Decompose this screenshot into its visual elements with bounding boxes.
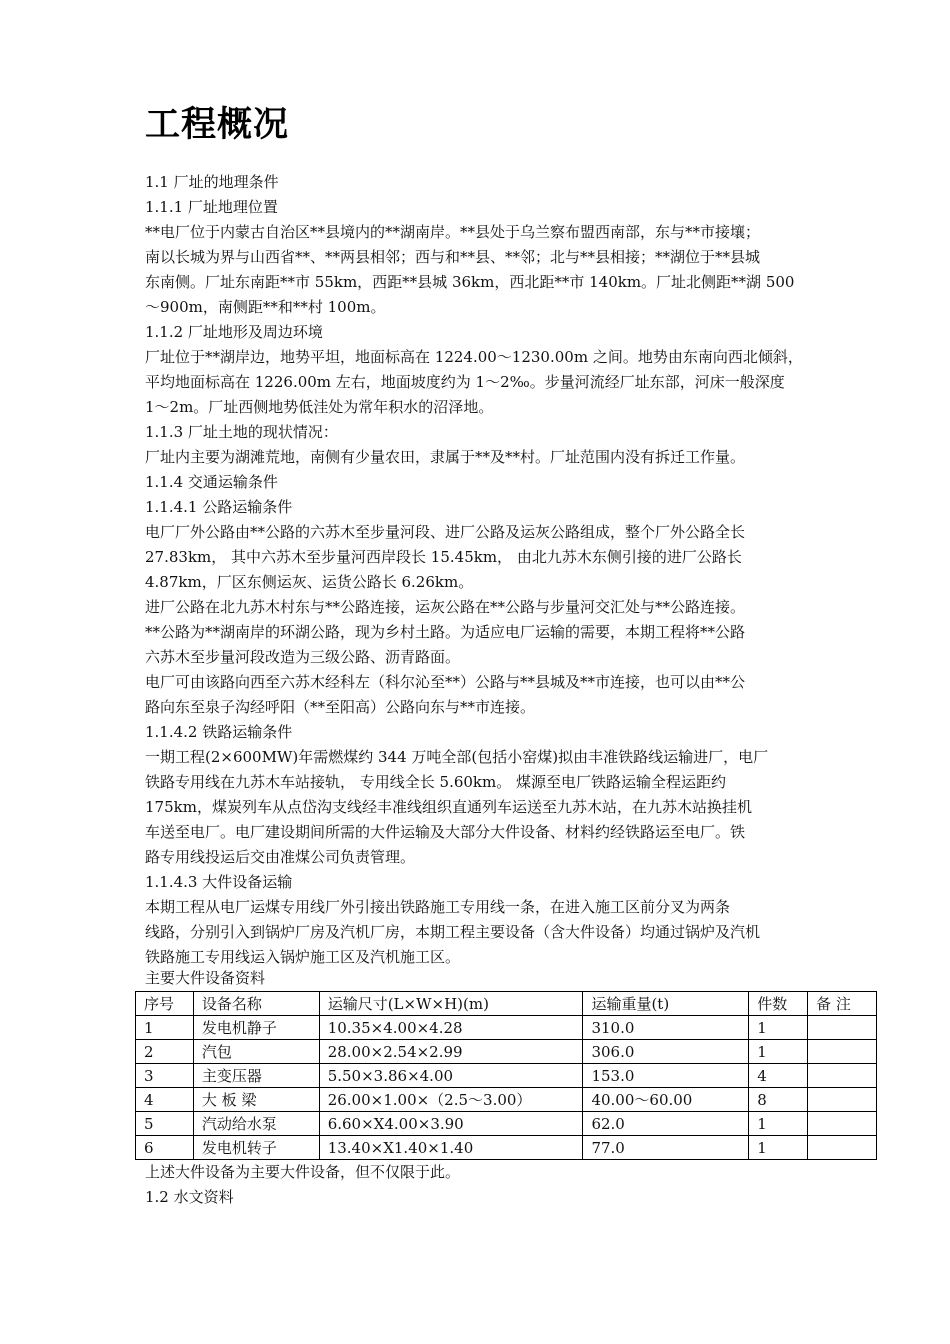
paragraph-line: 上述大件设备为主要大件设备，但不仅限于此。 [145,1163,461,1181]
equipment-table [135,991,877,1160]
table-header-row [136,992,877,1016]
table-cell: 6 [136,1136,194,1160]
table-cell: 6.60×X4.00×3.90 [319,1112,583,1136]
table-cell [808,1016,877,1040]
table-header-cell: 备 注 [808,992,877,1016]
table-cell: 1 [749,1136,808,1160]
table-cell: 汽动给水泵 [193,1112,319,1136]
table-row [136,1016,877,1040]
table-row [136,1112,877,1136]
table-cell: 306.0 [583,1040,749,1064]
paragraph-line: **电厂位于内蒙古自治区**县境内的**湖南岸。**县处于乌兰察布盟西南部，东与**市接壤； [145,223,761,241]
paragraph-line: 厂址位于**湖岸边，地势平坦，地面标高在 1224.00～1230.00m 之间。地势由东南向西北倾斜， [145,348,803,366]
paragraph-line: 铁路专用线在九苏木车站接轨， 专用线全长 5.60km。 煤源至电厂铁路运输全程运距约 [145,773,727,791]
table-cell: 发电机静子 [193,1016,319,1040]
table-cell: 4 [749,1064,808,1088]
table-cell: 4 [136,1088,194,1112]
table-cell: 2 [136,1040,194,1064]
table-cell: 3 [136,1064,194,1088]
body-text [145,170,813,970]
table-header-cell: 运输重量(t) [583,992,749,1016]
table-cell: 5 [136,1112,194,1136]
table-row [136,1088,877,1112]
paragraph-line: 1.1.4.2 铁路运输条件 [145,723,293,741]
paragraph-line: 一期工程(2×600MW)年需燃煤约 344 万吨全部(包括小窑煤)拟由丰准铁路线运输进厂，电厂 [145,748,769,766]
document-title: 工程概况 [145,105,290,145]
paragraph-line: 路向东至泉子沟经呼阳（**至阳高）公路向东与**市连接。 [145,698,536,716]
table-cell: 10.35×4.00×4.28 [319,1016,583,1040]
paragraph-line: **公路为**湖南岸的环湖公路，现为乡村土路。为适应电厂运输的需要，本期工程将**公路 [145,623,746,641]
paragraph-line: 1.1 厂址的地理条件 [145,173,279,191]
paragraph-line: 路专用线投运后交由准煤公司负责管理。 [145,848,416,866]
paragraph-line: 进厂公路在北九苏木村东与**公路连接，运灰公路在**公路与步量河交汇处与**公路连接。 [145,598,746,616]
paragraph-line: 1.2 水文资料 [145,1188,234,1206]
table-cell: 40.00～60.00 [583,1088,749,1112]
table-cell: 汽包 [193,1040,319,1064]
paragraph-line: 车送至电厂。电厂建设期间所需的大件运输及大部分大件设备、材料约经铁路运至电厂。铁 [145,823,746,841]
paragraph-line: 1.1.2 厂址地形及周边环境 [145,323,323,341]
table-cell: 主变压器 [193,1064,319,1088]
table-row [136,1136,877,1160]
table-cell: 13.40×X1.40×1.40 [319,1136,583,1160]
paragraph-line: 六苏木至步量河段改造为三级公路、沥青路面。 [145,648,461,666]
table-cell [808,1064,877,1088]
paragraph-line: 1～2m。厂址西侧地势低洼处为常年积水的沼泽地。 [145,398,494,416]
table-cell: 26.00×1.00×（2.5～3.00） [319,1088,583,1112]
table-cell [808,1136,877,1160]
table-cell: 62.0 [583,1112,749,1136]
table-cell: 153.0 [583,1064,749,1088]
table-cell [808,1112,877,1136]
table-cell: 8 [749,1088,808,1112]
table-cell: 1 [749,1112,808,1136]
paragraph-line: 本期工程从电厂运煤专用线厂外引接出铁路施工专用线一条，在进入施工区前分叉为两条 [145,898,731,916]
table-row [136,1064,877,1088]
paragraph-line: 175km，煤炭列车从点岱沟支线经丰准线组织直通列车运送至九苏木站，在九苏木站换挂机 [145,798,752,816]
table-cell: 发电机转子 [193,1136,319,1160]
table-header-cell: 序号 [136,992,194,1016]
paragraph-line: 东南侧。厂址东南距**市 55km，西距**县城 36km，西北距**市 140km。厂址北侧距**湖 500 [145,273,795,291]
paragraph-line: 线路，分别引入到锅炉厂房及汽机厂房，本期工程主要设备（含大件设备）均通过锅炉及汽机 [145,923,761,941]
paragraph-line: 电厂可由该路向西至六苏木经科左（科尔沁至**）公路与**县城及**市连接，也可以由**公 [145,673,746,691]
table-header-cell: 设备名称 [193,992,319,1016]
paragraph-line: 1.1.1 厂址地理位置 [145,198,278,216]
table-cell: 1 [749,1016,808,1040]
table-cell [808,1088,877,1112]
table-header-cell: 运输尺寸(L×W×H)(m) [319,992,583,1016]
paragraph-line: 1.1.4.3 大件设备运输 [145,873,293,891]
after-table-text [145,1160,460,1210]
table-cell: 310.0 [583,1016,749,1040]
paragraph-line: 平均地面标高在 1226.00m 左右，地面坡度约为 1～2‰。步量河流经厂址东部，河床一般深度 [145,373,785,391]
paragraph-line: 1.1.3 厂址土地的现状情况： [145,423,338,441]
table-cell: 77.0 [583,1136,749,1160]
table-header-cell: 件数 [749,992,808,1016]
paragraph-line: ～900m，南侧距**和**村 100m。 [145,298,386,316]
table-cell: 大 板 梁 [193,1088,319,1112]
table-cell: 1 [749,1040,808,1064]
table-caption: 主要大件设备资料 [145,969,266,987]
paragraph-line: 1.1.4.1 公路运输条件 [145,498,293,516]
table-cell: 5.50×3.86×4.00 [319,1064,583,1088]
table-cell: 1 [136,1016,194,1040]
paragraph-line: 4.87km，厂区东侧运灰、运货公路长 6.26km。 [145,573,474,591]
table-cell [808,1040,877,1064]
paragraph-line: 27.83km， 其中六苏木至步量河西岸段长 15.45km， 由北九苏木东侧引接的进厂公路长 [145,548,742,566]
table-row [136,1040,877,1064]
paragraph-line: 厂址内主要为湖滩荒地，南侧有少量农田，隶属于**及**村。厂址范围内没有拆迁工作量。 [145,448,746,466]
paragraph-line: 南以长城为界与山西省**、**两县相邻；西与和**县、**邻；北与**县相接；**湖位于**县城 [145,248,761,266]
paragraph-line: 铁路施工专用线运入锅炉施工区及汽机施工区。 [145,948,461,966]
paragraph-line: 1.1.4 交通运输条件 [145,473,278,491]
paragraph-line: 电厂厂外公路由**公路的六苏木至步量河段、进厂公路及运灰公路组成，整个厂外公路全长 [145,523,746,541]
table-cell: 28.00×2.54×2.99 [319,1040,583,1064]
